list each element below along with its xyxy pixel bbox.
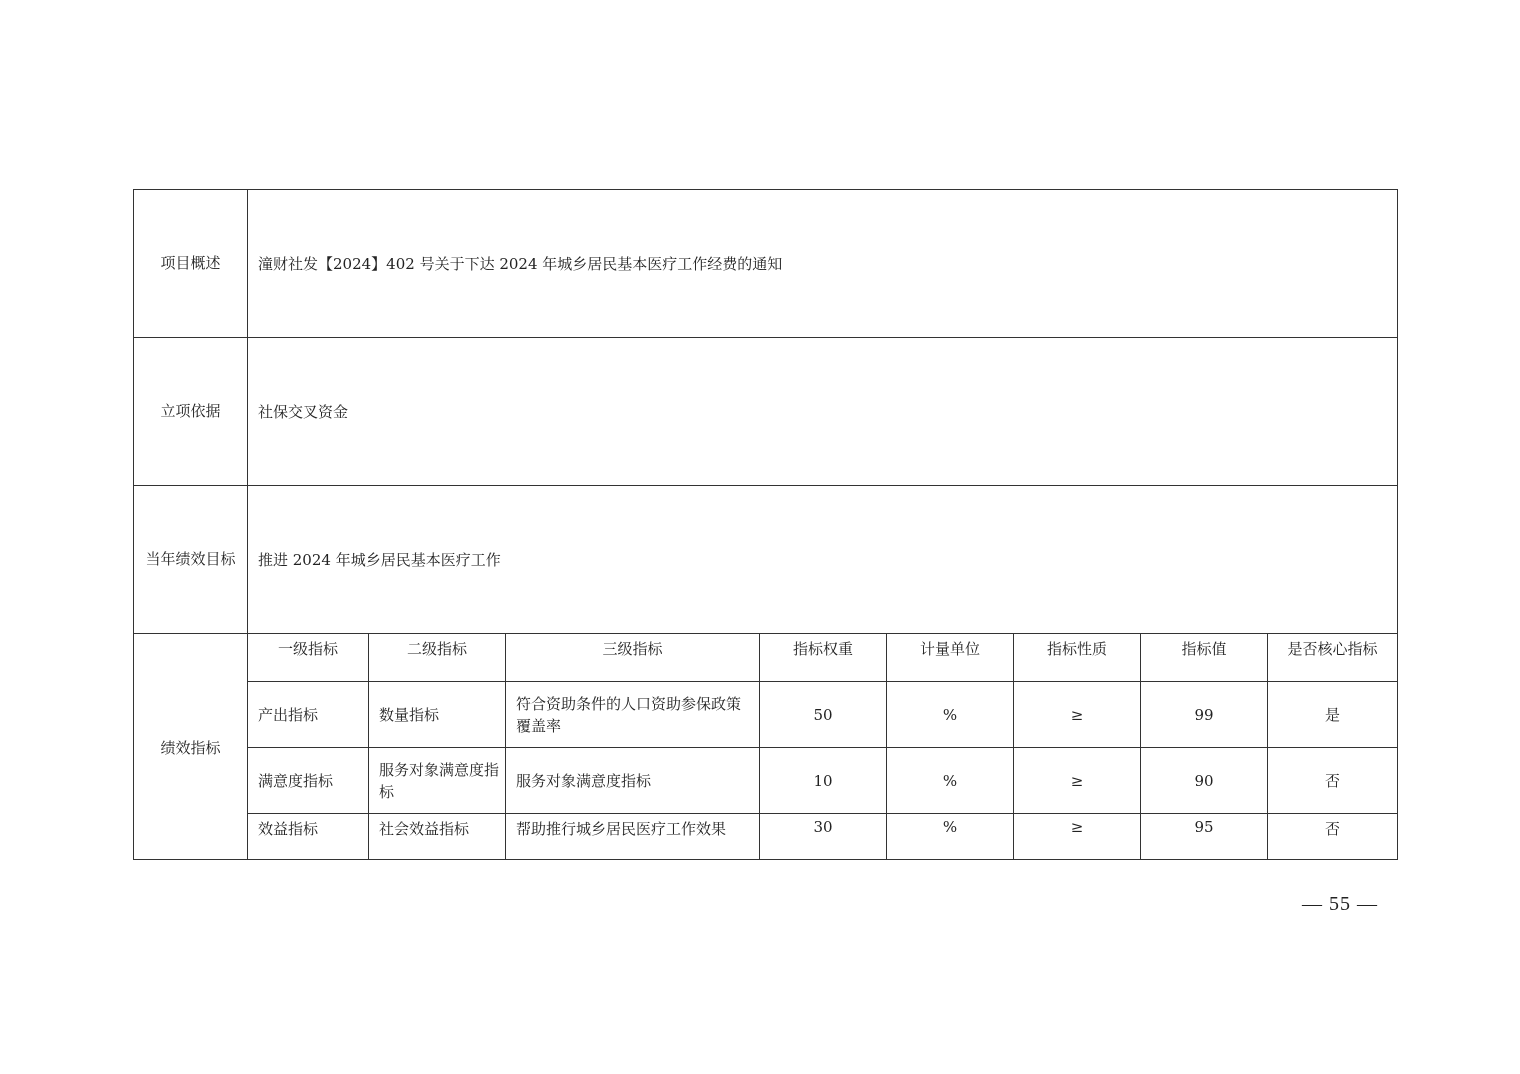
- cell-level1: 产出指标: [248, 682, 369, 748]
- table-row: [134, 814, 1398, 860]
- cell-core: 是: [1268, 682, 1398, 748]
- cell-level2: 社会效益指标: [369, 814, 506, 860]
- row-overview: [134, 190, 1398, 338]
- indicator-header-row: [134, 634, 1398, 682]
- basis-label: 立项依据: [134, 338, 248, 486]
- performance-table: [133, 189, 1398, 860]
- row-goal: [134, 486, 1398, 634]
- header-level3: 三级指标: [506, 634, 760, 682]
- cell-value: 90: [1141, 748, 1268, 814]
- indicators-label: 绩效指标: [134, 634, 248, 860]
- cell-nature: ≥: [1014, 814, 1141, 860]
- table-row: [134, 682, 1398, 748]
- cell-value: 99: [1141, 682, 1268, 748]
- cell-unit: %: [887, 814, 1014, 860]
- cell-unit: %: [887, 682, 1014, 748]
- basis-content: 社保交叉资金: [248, 338, 1398, 486]
- row-basis: [134, 338, 1398, 486]
- goal-content: 推进 2024 年城乡居民基本医疗工作: [248, 486, 1398, 634]
- header-level2: 二级指标: [369, 634, 506, 682]
- cell-level3: 服务对象满意度指标: [506, 748, 760, 814]
- table-row: [134, 748, 1398, 814]
- page-number: — 55 —: [1302, 893, 1378, 915]
- header-nature: 指标性质: [1014, 634, 1141, 682]
- cell-core: 否: [1268, 748, 1398, 814]
- cell-nature: ≥: [1014, 682, 1141, 748]
- overview-content: 潼财社发【2024】402 号关于下达 2024 年城乡居民基本医疗工作经费的通知: [248, 190, 1398, 338]
- cell-weight: 50: [760, 682, 887, 748]
- overview-label: 项目概述: [134, 190, 248, 338]
- cell-level1: 效益指标: [248, 814, 369, 860]
- cell-core: 否: [1268, 814, 1398, 860]
- cell-level1: 满意度指标: [248, 748, 369, 814]
- cell-unit: %: [887, 748, 1014, 814]
- cell-level3: 帮助推行城乡居民医疗工作效果: [506, 814, 760, 860]
- cell-weight: 10: [760, 748, 887, 814]
- header-value: 指标值: [1141, 634, 1268, 682]
- cell-level3: 符合资助条件的人口资助参保政策覆盖率: [506, 682, 760, 748]
- cell-weight: 30: [760, 814, 887, 860]
- header-level1: 一级指标: [248, 634, 369, 682]
- header-weight: 指标权重: [760, 634, 887, 682]
- cell-value: 95: [1141, 814, 1268, 860]
- cell-nature: ≥: [1014, 748, 1141, 814]
- header-unit: 计量单位: [887, 634, 1014, 682]
- cell-level2: 服务对象满意度指标: [369, 748, 506, 814]
- goal-label: 当年绩效目标: [134, 486, 248, 634]
- header-core: 是否核心指标: [1268, 634, 1398, 682]
- cell-level2: 数量指标: [369, 682, 506, 748]
